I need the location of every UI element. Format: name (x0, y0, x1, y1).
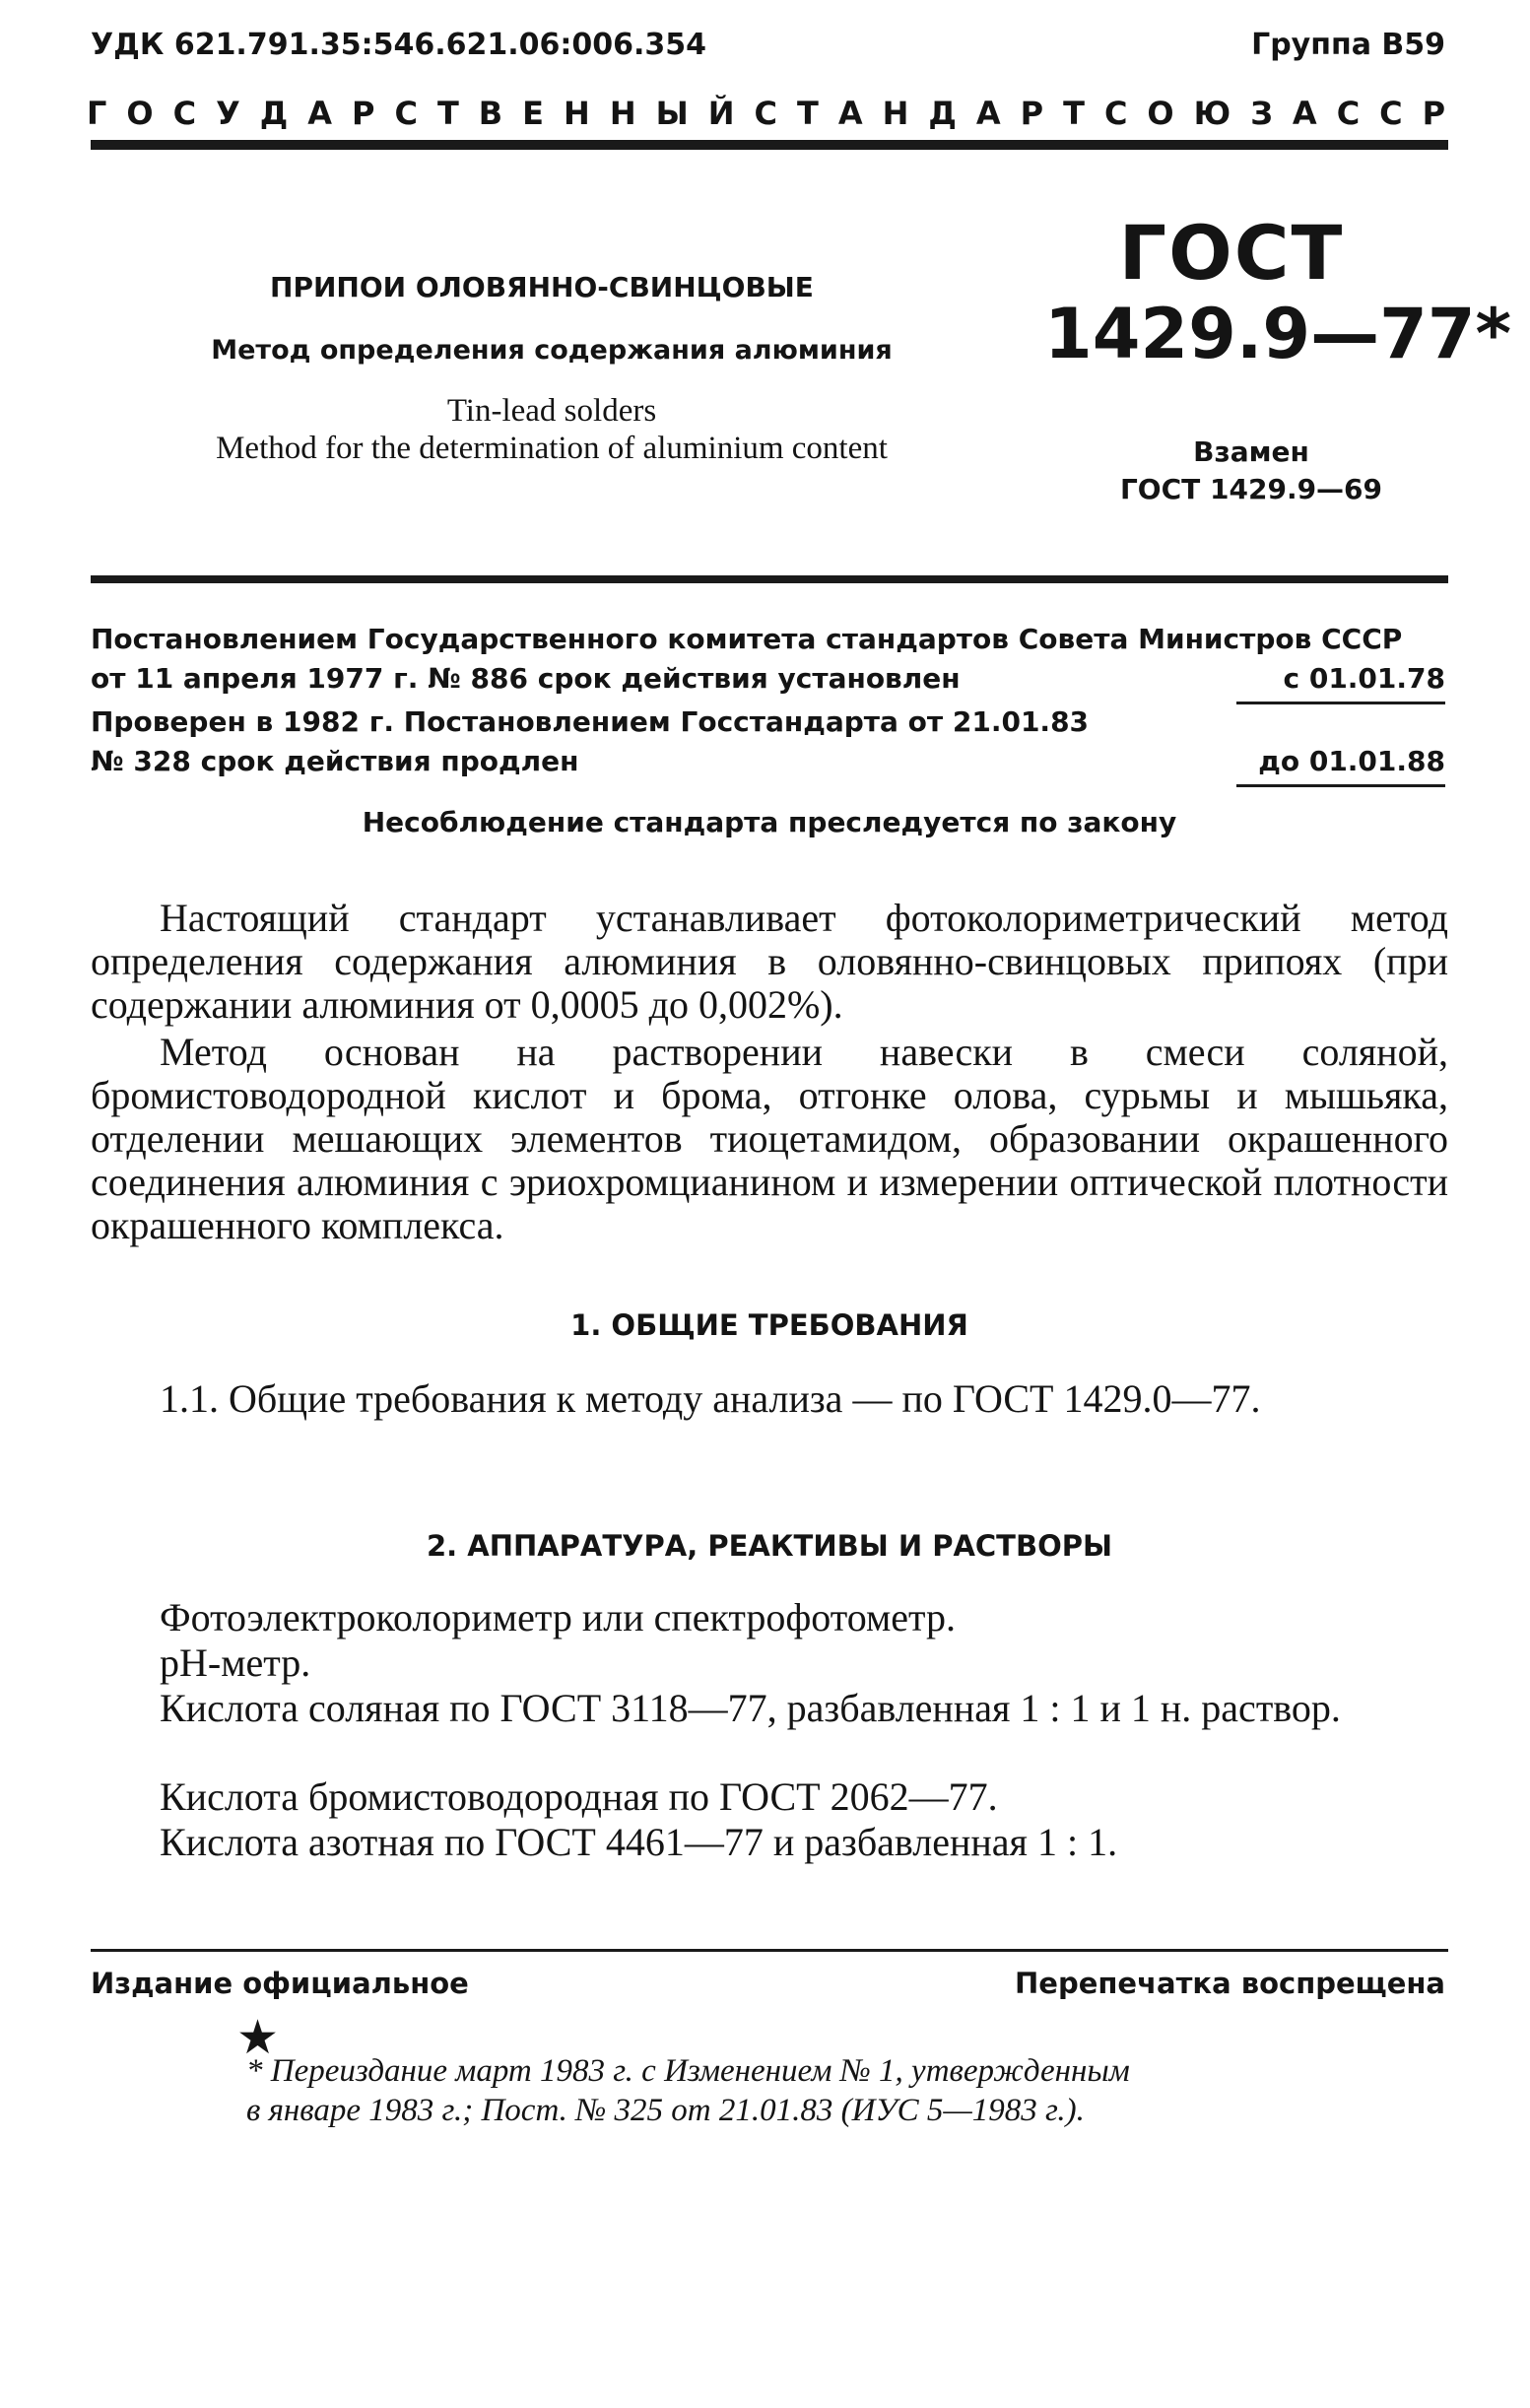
replaces-value: ГОСТ 1429.9—69 (1119, 473, 1383, 505)
penalty-notice: Несоблюдение стандарта преследуется по закону (362, 806, 1177, 838)
header-rule (91, 140, 1448, 150)
udk-code: УДК 621.791.35:546.621.06:006.354 (91, 28, 707, 62)
footnote (246, 2051, 1330, 2130)
footer-rule (91, 1949, 1448, 1952)
date-to-underline (1236, 784, 1445, 787)
decree-line-3: Проверен в 1982 г. Постановлением Госстандарта от 21.01.83 (91, 705, 1090, 738)
official-edition: Издание официальное (91, 1967, 469, 2000)
group-code: Группа В59 (1251, 28, 1445, 62)
banner-word-4: ССР (1336, 95, 1466, 132)
footnote-line2: в январе 1983 г.; Пост. № 325 от 21.01.83 (ИУС 5—1983 г.). (246, 2093, 1085, 2128)
reprint-prohibited: Перепечатка воспрещена (1015, 1967, 1445, 2000)
reagent-item: Кислота соляная по ГОСТ 3118—77, разбавленная 1 : 1 и 1 н. раствор. (160, 1686, 1341, 1730)
star-icon: ★ (236, 2010, 280, 2065)
section-2-heading: 2. АППАРАТУРА, РЕАКТИВЫ И РАСТВОРЫ (426, 1529, 1113, 1563)
date-extended-to: до 01.01.88 (1258, 745, 1445, 777)
banner-word-3: СОЮЗА (1103, 95, 1337, 132)
title-rule (91, 575, 1448, 583)
title-ru-main: ПРИПОИ ОЛОВЯННО-СВИНЦОВЫЕ (270, 271, 814, 303)
banner-word-1: ГОСУДАРСТВЕННЫЙ (87, 95, 755, 132)
gost-number: 1429.9—77* (1044, 294, 1512, 374)
title-en (118, 392, 985, 467)
reagent-item: Кислота азотная по ГОСТ 4461—77 и разбавленная 1 : 1. (160, 1820, 1118, 1864)
replaces-label: Взамен (1193, 435, 1309, 468)
title-ru-sub: Метод определения содержания алюминия (211, 335, 893, 366)
intro-paragraph-2: Метод основан на растворении навески в смеси соляной, бромистоводородной кислот и брома, отгонке олова, сурьмы и мышьяка, отделении мешающих элементов тиоцетамидом, образовании окрашенного соединения алюминия с эриохромцианином и измерении оптической плотности окрашенного комплекса. (91, 1030, 1448, 1247)
intro-paragraph-1: Настоящий стандарт устанавливает фотоколориметрический метод определения содержания алюминия в оловянно-свинцовых припоях (при содержании алюминия от 0,0005 до 0,002%). (91, 896, 1448, 1027)
title-en-line1: Tin-lead solders (446, 393, 657, 429)
state-standard-banner (87, 95, 1466, 132)
footnote-line1: * Переиздание март 1983 г. с Изменением № 1, утвержденным (246, 2053, 1130, 2089)
date-effective-from: с 01.01.78 (1283, 662, 1445, 695)
title-en-line2: Method for the determination of aluminium content (216, 431, 888, 466)
reagent-item: Кислота бромистоводородная по ГОСТ 2062—77. (160, 1774, 998, 1819)
banner-word-2: СТАНДАРТ (754, 95, 1104, 132)
decree-line-2: от 11 апреля 1977 г. № 886 срок действия установлен (91, 662, 961, 695)
date-from-underline (1236, 702, 1445, 704)
replaces-block (1084, 434, 1419, 508)
decree-line-1: Постановлением Государственного комитета стандартов Совета Министров СССР (91, 623, 1403, 655)
reagent-item: pH-метр. (160, 1640, 311, 1685)
reagent-item: Фотоэлектроколориметр или спектрофотометр. (160, 1595, 957, 1639)
section-1-paragraph: 1.1. Общие требования к методу анализа — по ГОСТ 1429.0—77. (160, 1376, 1261, 1421)
decree-line-4: № 328 срок действия продлен (91, 745, 579, 777)
gost-label: ГОСТ (1118, 209, 1345, 297)
section-1-heading: 1. ОБЩИЕ ТРЕБОВАНИЯ (570, 1308, 968, 1342)
